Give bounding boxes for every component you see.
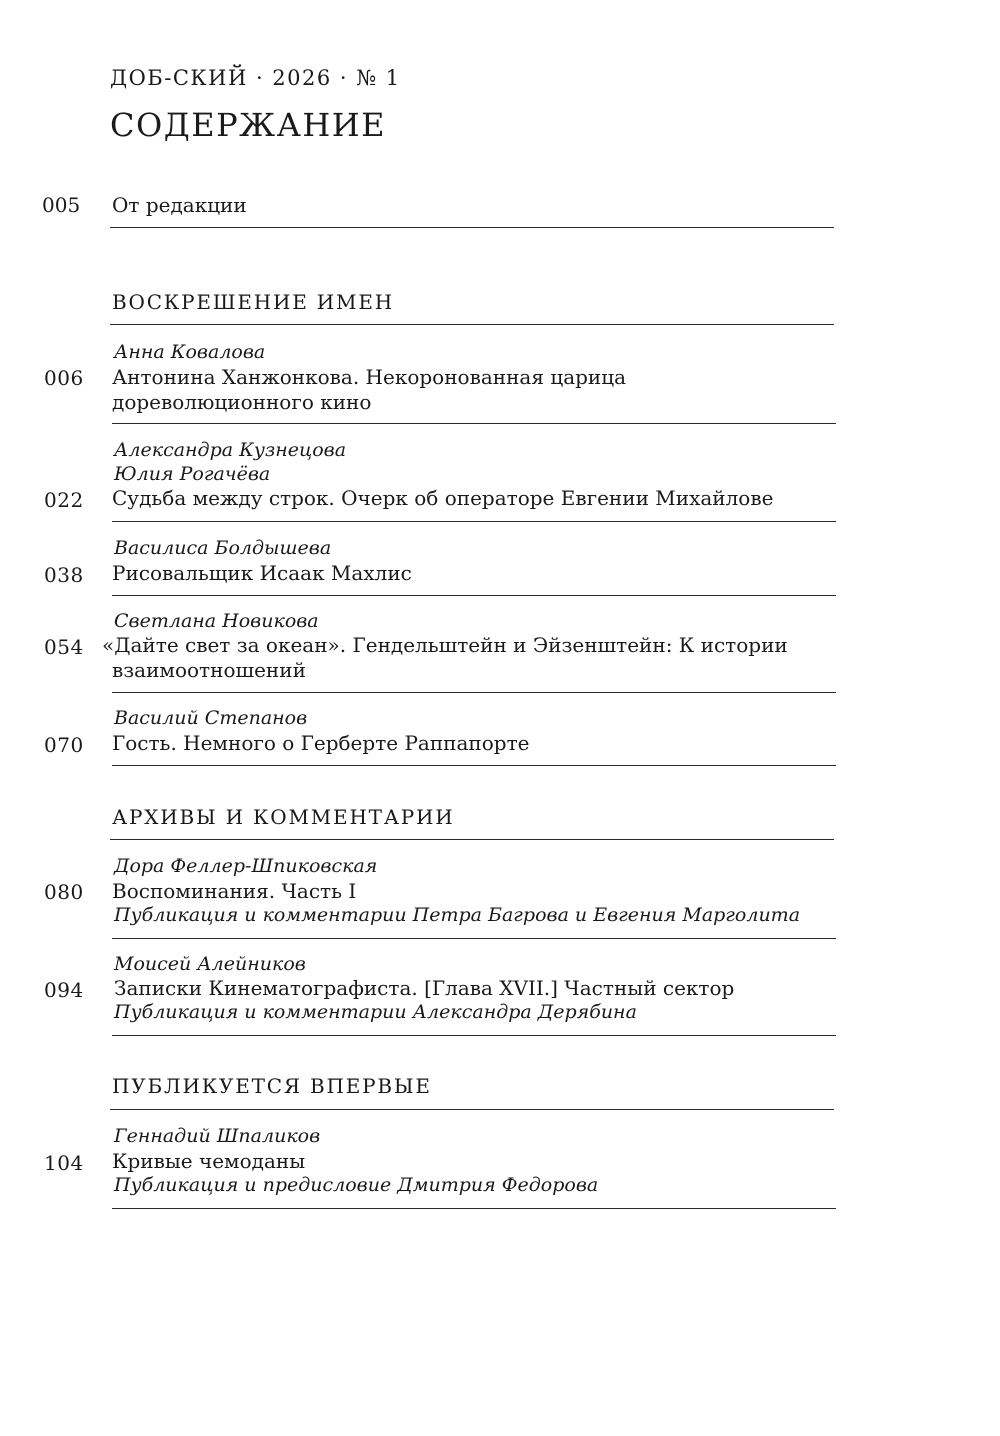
article-title: Записки Кинематографиста. [Глава XVII.] Частный сектор <box>114 976 735 1000</box>
article-title: От редакции <box>112 193 247 217</box>
page-number: 054 <box>44 635 84 659</box>
article-author: Дора Феллер-Шпиковская <box>114 855 378 877</box>
article-title: Воспоминания. Часть I <box>112 879 357 903</box>
page-number: 005 <box>42 193 81 217</box>
divider <box>110 1109 834 1110</box>
divider <box>112 595 836 596</box>
publication-note: Публикация и комментарии Петра Багрова и Евгения Марголита <box>114 904 801 926</box>
publication-note: Публикация и комментарии Александра Дерябина <box>114 1001 637 1023</box>
divider <box>112 692 836 693</box>
divider <box>112 423 836 424</box>
divider <box>112 765 836 766</box>
divider <box>112 938 836 939</box>
article-title: Кривые чемоданы <box>112 1149 306 1173</box>
article-author: Юлия Рогачёва <box>114 463 271 485</box>
page-number: 104 <box>44 1151 84 1175</box>
article-title: Гость. Немного о Герберте Раппапорте <box>112 731 530 755</box>
section-heading: ВОСКРЕШЕНИЕ ИМЕН <box>112 290 394 314</box>
article-title-continued: взаимоотношений <box>112 658 306 682</box>
page-number: 022 <box>44 488 84 512</box>
article-author: Александра Кузнецова <box>114 439 347 461</box>
section-heading: АРХИВЫ И КОММЕНТАРИИ <box>112 805 455 829</box>
page-number: 006 <box>44 366 84 390</box>
section-heading: ПУБЛИКУЕТСЯ ВПЕРВЫЕ <box>112 1074 432 1098</box>
article-title: Рисовальщик Исаак Махлис <box>112 561 412 585</box>
article-author: Светлана Новикова <box>114 610 319 632</box>
divider <box>112 1035 836 1036</box>
article-author: Анна Ковалова <box>114 341 266 363</box>
article-author: Василий Степанов <box>114 707 308 729</box>
page-title: СОДЕРЖАНИЕ <box>110 106 386 144</box>
page-number: 070 <box>44 733 84 757</box>
article-title: Судьба между строк. Очерк об операторе Евгении Михайлове <box>112 486 774 510</box>
article-title: «Дайте свет за океан». Гендельштейн и Эйзенштейн: К истории <box>102 633 788 657</box>
divider <box>110 324 834 325</box>
divider <box>110 839 834 840</box>
article-author: Моисей Алейников <box>114 953 306 975</box>
page-number: 080 <box>44 880 84 904</box>
article-title: Антонина Ханжонкова. Некоронованная царица <box>112 365 627 389</box>
page-number: 038 <box>44 563 84 587</box>
divider <box>110 227 834 228</box>
article-author: Геннадий Шпаликов <box>114 1125 321 1147</box>
publication-note: Публикация и предисловие Дмитрия Федорова <box>114 1174 599 1196</box>
page-number: 094 <box>44 978 84 1002</box>
article-author: Василиса Болдышева <box>114 537 332 559</box>
divider <box>112 1208 836 1209</box>
article-title-continued: дореволюционного кино <box>112 390 372 414</box>
divider <box>112 521 836 522</box>
journal-issue-line: ДОБ-СКИЙ · 2026 · № 1 <box>110 66 401 90</box>
